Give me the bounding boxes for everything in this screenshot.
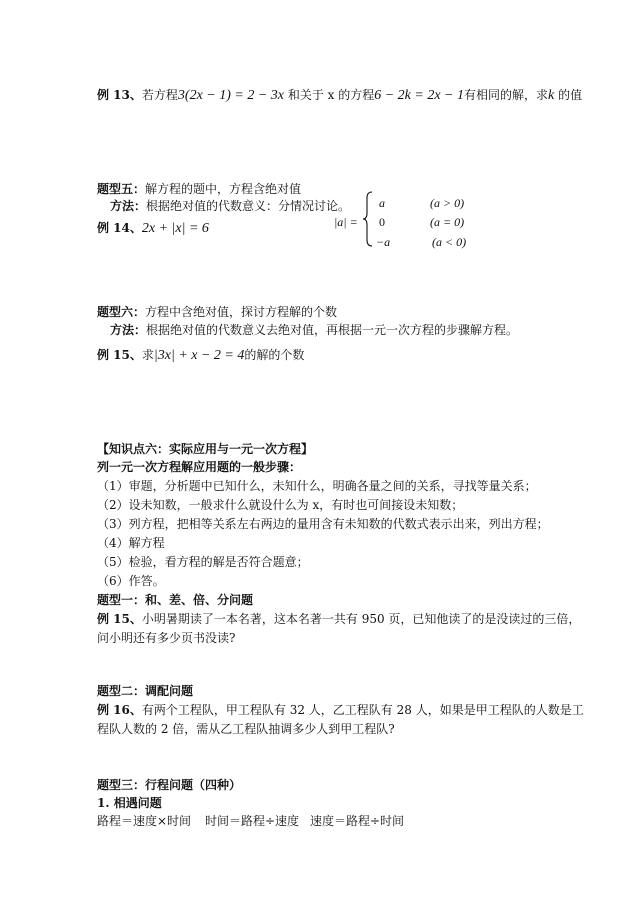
type-6-method-label: 方法： xyxy=(110,323,147,337)
example-15-abs-label: 例 15、 xyxy=(97,348,142,362)
abs-definition-brace xyxy=(363,191,373,247)
type-6-method xyxy=(110,322,518,338)
formula-distance: 路程＝速度×时间 xyxy=(97,814,192,828)
formula-speed: 速度＝路程÷时间 xyxy=(310,814,405,828)
abs-row-3-expr: −a xyxy=(376,235,391,249)
example-15-reading-text-1: 小明暑期读了一本名著，这本名著一共有 950 页，已知他读了的是没读过的三倍， xyxy=(141,612,581,626)
example-15-abs-text-2: 的解的个数 xyxy=(244,348,305,362)
type-6-method-text: 根据绝对值的代数意义去绝对值，再根据一元一次方程的步骤解方程。 xyxy=(146,323,519,337)
example-16-line-2: 程队人数的 2 倍，需从乙工程队抽调多少人到甲工程队? xyxy=(97,722,395,736)
step-4: （4）解方程 xyxy=(97,536,165,550)
type-5-title: 解方程的题中，方程含绝对值 xyxy=(145,182,302,196)
example-14-label: 例 14、 xyxy=(97,221,142,235)
step-3: （3）列方程，把相等关系左右两边的量用含有未知数的代数式表示出来，列出方程； xyxy=(97,517,549,531)
abs-row-1-expr: a xyxy=(379,196,385,210)
type-5-method xyxy=(110,198,350,214)
example-15-abs-text-1: 求 xyxy=(141,348,154,362)
example-15-reading-line-2: 问小明还有多少页书没读? xyxy=(97,631,236,645)
abs-row-3-cond: (a < 0) xyxy=(432,235,467,249)
example-13-text-1: 若方程 xyxy=(141,88,178,102)
example-16-label: 例 16、 xyxy=(97,703,142,717)
example-14 xyxy=(97,220,209,237)
example-13-text-2: 和关于 x 的方程 xyxy=(287,88,375,102)
example-13-variable: k xyxy=(548,88,555,103)
meeting-problem-heading: 1. 相遇问题 xyxy=(97,796,162,810)
type-6-label: 题型六： xyxy=(97,305,146,319)
example-13-equation-1: 3(2x − 1) = 2 − 3x xyxy=(177,88,284,103)
example-13-label: 例 13、 xyxy=(97,88,142,102)
example-16-text-1: 有两个工程队，甲工程队有 32 人，乙工程队有 28 人，如果是甲工程队的人数是工 xyxy=(141,703,584,717)
step-6: （6）作答。 xyxy=(97,574,165,588)
steps-title: 列一元一次方程解应用题的一般步骤： xyxy=(97,460,302,474)
example-13-equation-2: 6 − 2k = 2x − 1 xyxy=(374,88,465,103)
example-16-line-1 xyxy=(97,702,584,718)
type-5-method-label: 方法： xyxy=(110,199,147,213)
example-13-text-4: 的值 xyxy=(558,88,583,102)
type-3-heading: 题型三：行程问题（四种） xyxy=(97,778,242,792)
formula-time: 时间＝路程÷速度 xyxy=(205,814,300,828)
step-5: （5）检验，看方程的解是否符合题意； xyxy=(97,555,309,569)
abs-row-1-cond: (a > 0) xyxy=(430,196,465,210)
example-15-reading-label: 例 15、 xyxy=(97,612,142,626)
step-2: （2）设未知数，一般求什么就设什么为 x，有时也可间接设未知数； xyxy=(97,498,464,512)
example-15-reading-line-1 xyxy=(97,611,580,627)
knowledge-point-6-heading: 【知识点六：实际应用与一元一次方程】 xyxy=(97,442,314,456)
abs-row-2-cond: (a = 0) xyxy=(430,215,465,229)
step-1: （1）审题，分析题中已知什么，未知什么，明确各量之间的关系，寻找等量关系； xyxy=(97,479,537,493)
type-6-heading xyxy=(97,304,337,320)
example-15-abs-equation: |3x| + x − 2 = 4 xyxy=(153,348,245,363)
type-5-label: 题型五： xyxy=(97,182,146,196)
example-15-abs xyxy=(97,347,304,364)
abs-row-2-expr: 0 xyxy=(379,215,385,229)
type-5-heading xyxy=(97,181,301,197)
type-5-method-text: 根据绝对值的代数意义：分情况讨论。 xyxy=(146,199,351,213)
abs-definition-lhs: |a| = xyxy=(334,215,358,229)
example-13 xyxy=(97,87,582,104)
type-2-heading: 题型二：调配问题 xyxy=(97,684,194,698)
type-6-title: 方程中含绝对值，探讨方程解的个数 xyxy=(145,305,338,319)
example-13-text-3: 有相同的解，求 xyxy=(464,88,549,102)
example-14-equation: 2x + |x| = 6 xyxy=(141,221,209,236)
type-1-heading: 题型一：和、差、倍、分问题 xyxy=(97,593,254,607)
